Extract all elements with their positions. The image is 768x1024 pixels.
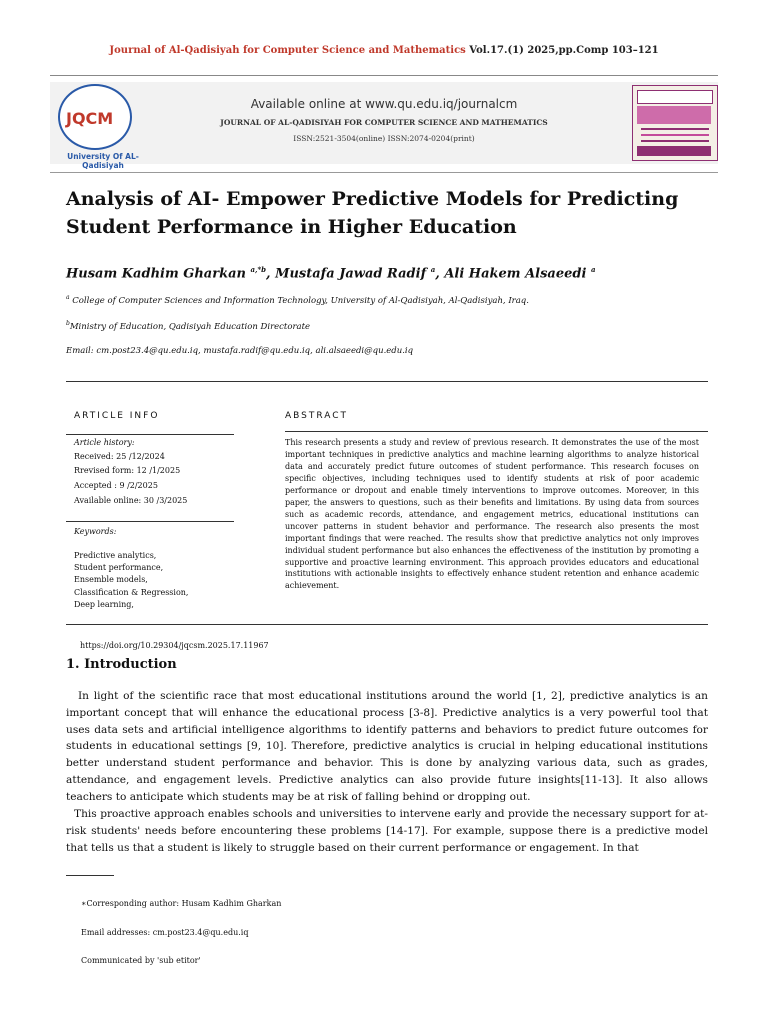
intro-paragraph-2: This proactive approach enables schools and universities to intervene early and provide the necessary support for at-risk students' needs before encountering these problems [14-17]. For example, suppose there is a predictive model that tells us that a student is likely to struggle based on their current performance or engagement. In that — [66, 808, 708, 854]
keyword-item: Deep learning, — [74, 600, 134, 609]
author-name: Ali Hakem Alsaeedi — [444, 266, 587, 282]
running-header — [0, 45, 768, 56]
section-rule — [66, 381, 708, 382]
keyword-item: Ensemble models, — [74, 575, 148, 584]
article-info-rule — [66, 434, 234, 435]
journal-full-title: JOURNAL OF AL-QADISIYAH FOR COMPUTER SCIENCE AND MATHEMATICS — [220, 118, 548, 127]
section-heading: 1. Introduction — [66, 657, 177, 672]
logo-text: JQCM — [66, 109, 114, 128]
history-online: Available online: 30 /3/2025 — [74, 496, 188, 505]
banner-rule — [50, 172, 718, 173]
volume-pages: Vol.17.(1) 2025,pp.Comp 103–121 — [469, 45, 659, 56]
history-label: Article history: — [74, 438, 135, 447]
author-emails: Email: cm.post23.4@qu.edu.iq, mustafa.radif@qu.edu.iq, ali.alsaeedi@qu.edu.iq — [66, 346, 414, 356]
history-revised: Rrevised form: 12 /1/2025 — [74, 466, 181, 475]
author-list: Husam Kadhim Gharkan $^{a,*b}$, Mustafa Jawad Radif $^a$, Ali Hakem Alsaeedi $^a$ — [66, 265, 596, 282]
keyword-item: Classification & Regression, — [74, 588, 189, 597]
footnote-email: Email addresses: cm.post23.4@qu.edu.iq — [81, 928, 249, 937]
footnote-communicated: Communicated by 'sub etitor' — [81, 956, 201, 965]
author-name: Mustafa Jawad Radif — [275, 266, 427, 282]
history-accepted: Accepted : 9 /2/2025 — [74, 481, 158, 490]
available-online: Available online at www.qu.edu.iq/journalcm — [250, 97, 518, 111]
keyword-item: Predictive analytics, — [74, 551, 157, 560]
author-affil-mark: a,*b — [250, 265, 267, 274]
author-affil-mark: a — [430, 265, 436, 274]
abstract-end-rule — [66, 624, 708, 625]
author-name: Husam Kadhim Gharkan — [66, 266, 246, 282]
university-name: University Of AL-Qadisiyah — [67, 152, 139, 170]
footnote-rule — [66, 875, 114, 876]
abstract-text: This research presents a study and review of previous research. It demonstrates the use of the most important techniques in predictive analytics and machine learning algorithms to analyze historical data and accurately predict future outcomes of student performance. This research focuses on specific objectives, including techniques used to identify students at risk of poor academic performance or dropout and enable timely interventions to improve outcomes. Moreover, in this paper, the answers to questions, such as their benefits and limitations. By using data from sources such as academic records, attendance, and engagement metrics, educational institutions can uncover patterns in student behavior and performance. The research also presents the most important findings that were reached. The results show that predictive analytics not only improves individual student performance but also enhances the effectiveness of the institution by promoting a supportive and proactive learning environment. This approach provides educators and educational institutions with actionable insights to effectively enhance student retention and enhance academic achievement. — [285, 438, 699, 591]
article-title: Analysis of AI- Empower Predictive Models for Predicting Student Performance in Higher Education — [66, 188, 679, 238]
affiliation-a: $^a$ College of Computer Sciences and Information Technology, University of Al-Qadisiyah, Al-Qadisiyah, Iraq. — [66, 294, 529, 306]
footnote-corresponding: ∗Corresponding author: Husam Kadhim Gharkan — [81, 899, 282, 908]
keywords-label: Keywords: — [74, 527, 117, 536]
header-rule — [50, 75, 718, 76]
journal-name: Journal of Al-Qadisiyah for Computer Science and Mathematics — [109, 45, 466, 56]
affiliation-b: $^b$Ministry of Education, Qadisiyah Education Directorate — [66, 320, 311, 332]
journal-logo — [50, 82, 150, 170]
history-received: Received: 25 /12/2024 — [74, 452, 165, 461]
article-info-heading: ARTICLE INFO — [74, 411, 160, 421]
abstract-rule — [285, 431, 708, 432]
intro-paragraph-1: In light of the scientific race that most educational institutions around the world [1, 2], predictive analytics is an important concept that will enhance the educational process [3-8]. Predictive analytics is a very powerful tool that uses data sets and artificial intelligence algorithms to identify patterns and behaviors to predict future outcomes for students in educational settings [9, 10]. Therefore, predictive analytics is crucial in helping educational institutions better understand student performance and behavior. This is done by analyzing various data, such as grades, attendance, and engagement levels. Predictive analytics can also provide future insights[11-13]. It also allows teachers to anticipate which students may be at risk of falling behind or dropping out. — [66, 690, 708, 803]
abstract-heading: ABSTRACT — [285, 411, 349, 421]
doi-link[interactable]: https://doi.org/10.29304/jqcsm.2025.17.11967 — [80, 641, 269, 650]
author-affil-mark: a — [590, 265, 596, 274]
journal-cover-image — [632, 85, 718, 161]
keyword-item: Student performance, — [74, 563, 164, 572]
issn: ISSN:2521-3504(online) ISSN:2074-0204(print) — [293, 134, 475, 143]
keywords-rule — [66, 521, 234, 522]
